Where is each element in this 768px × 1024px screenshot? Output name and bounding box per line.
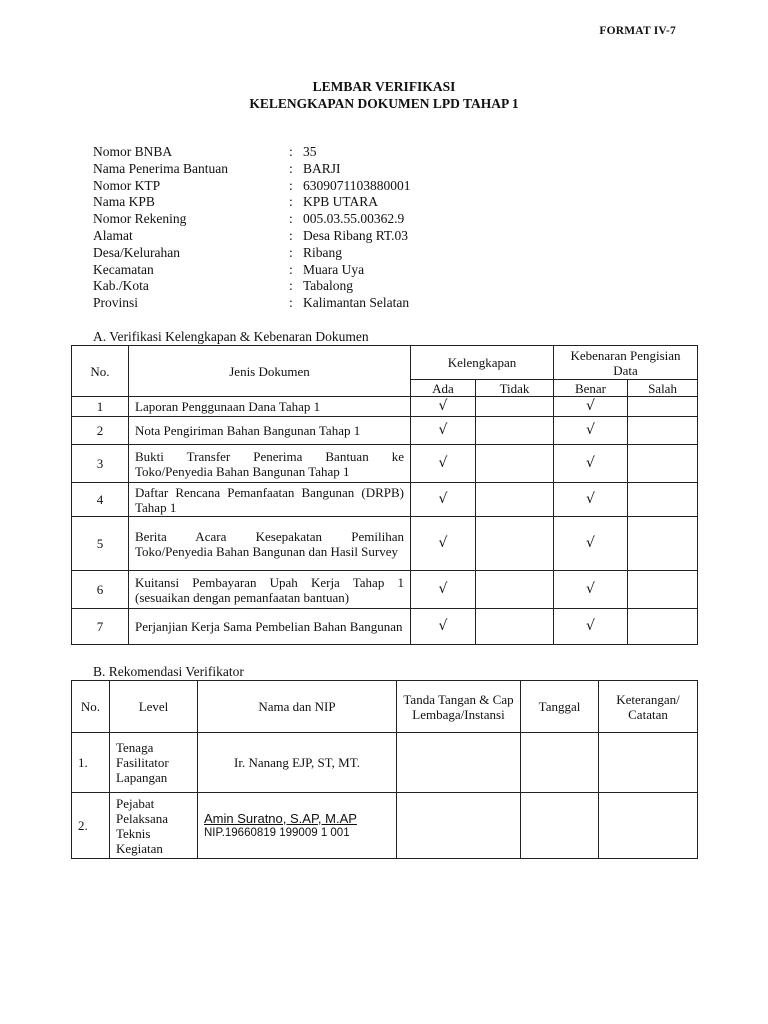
row-document: Perjanjian Kerja Sama Pembelian Bahan Bangunan [129,609,411,645]
check-tidak [476,417,554,445]
table-header-row [72,346,698,380]
verifier-name: Amin Suratno, S.AP, M.AP [204,810,357,826]
table-row [72,483,698,517]
check-ada: √ [411,483,476,517]
row-name: Ir. Nanang EJP, ST, MT. [198,733,397,793]
header-tanggal: Tanggal [521,681,599,733]
check-salah [628,417,698,445]
header-tidak: Tidak [476,380,554,397]
table-row [72,417,698,445]
table-row [72,571,698,609]
info-colon: : [289,160,293,176]
table-row [72,397,698,417]
format-code: FORMAT IV-7 [599,25,676,37]
info-colon: : [289,194,293,210]
info-row-nama-kpb [93,194,593,211]
check-tidak [476,483,554,517]
info-colon: : [289,144,293,159]
verifier-nip: NIP.19660819 199009 1 001 [204,826,350,839]
check-benar: √ [554,517,628,571]
row-date [521,793,599,859]
check-ada: √ [411,517,476,571]
row-document: Daftar Rencana Pemanfaatan Bangunan (DRPB) Tahap 1 [129,483,411,517]
info-row-nomor-ktp [93,178,593,195]
check-salah [628,609,698,645]
info-colon: : [289,227,293,243]
row-document: Berita Acara Kesepakatan Pemilihan Toko/Penyedia Bahan Bangunan dan Hasil Survey [129,517,411,571]
check-salah [628,517,698,571]
info-value: 35 [303,144,317,159]
row-note [599,793,698,859]
header-no: No. [72,681,110,733]
header-tanda-tangan: Tanda Tangan & Cap Lembaga/Instansi [397,681,521,733]
row-level: Pejabat Pelaksana Teknis Kegiatan [110,793,198,859]
check-ada: √ [411,397,476,417]
header-kelengkapan: Kelengkapan [411,346,554,380]
check-ada: √ [411,445,476,483]
info-label: Alamat [93,227,133,243]
check-benar: √ [554,417,628,445]
check-ada: √ [411,571,476,609]
check-tidak [476,517,554,571]
row-no: 3 [72,445,129,483]
row-level: Tenaga Fasilitator Lapangan [110,733,198,793]
verification-table [71,345,698,645]
info-value: BARJI [303,160,341,176]
check-tidak [476,609,554,645]
row-no: 6 [72,571,129,609]
info-colon: : [289,278,293,294]
header-nama-nip: Nama dan NIP [198,681,397,733]
info-row-nomor-bnba [93,144,593,161]
header-benar: Benar [554,380,628,397]
check-benar: √ [554,609,628,645]
check-benar: √ [554,483,628,517]
info-label: Nama Penerima Bantuan [93,160,228,176]
info-value: Desa Ribang RT.03 [303,227,409,243]
document-title [0,78,768,112]
header-no: No. [72,346,129,397]
info-value: Muara Uya [303,261,365,277]
info-colon: : [289,295,293,311]
row-no: 1 [72,397,129,417]
check-salah [628,571,698,609]
recommendation-table [71,680,698,859]
table-row [72,733,698,793]
row-date [521,733,599,793]
check-salah [628,445,698,483]
table-row [72,609,698,645]
row-document: Kuitansi Pembayaran Upah Kerja Tahap 1 (sesuaikan dengan pemanfaatan bantuan) [129,571,411,609]
section-b-title: B. Rekomendasi Verifikator [93,664,244,679]
header-jenis-dokumen: Jenis Dokumen [129,346,411,397]
row-signature [397,793,521,859]
info-value: Kalimantan Selatan [303,295,410,311]
table-row [72,517,698,571]
check-tidak [476,445,554,483]
info-colon: : [289,211,293,227]
header-salah: Salah [628,380,698,397]
info-value: Ribang [303,244,342,260]
info-row-kecamatan [93,262,593,279]
info-colon: : [289,177,293,193]
check-salah [628,483,698,517]
header-ada: Ada [411,380,476,397]
row-no: 2 [72,417,129,445]
row-document: Laporan Penggunaan Dana Tahap 1 [129,397,411,417]
info-label: Provinsi [93,295,139,311]
check-tidak [476,397,554,417]
header-kebenaran: Kebenaran Pengisian Data [554,346,698,380]
section-a-title: A. Verifikasi Kelengkapan & Kebenaran Dokumen [93,329,369,344]
info-value: KPB UTARA [303,194,379,210]
info-colon: : [289,244,293,260]
row-note [599,733,698,793]
info-row-provinsi [93,295,593,312]
info-row-kab-kota [93,278,593,295]
header-keterangan: Keterangan/ Catatan [599,681,698,733]
info-label: Kab./Kota [93,278,149,294]
info-row-nomor-rekening [93,211,593,228]
table-header-row [72,681,698,733]
check-ada: √ [411,609,476,645]
info-label: Kecamatan [93,261,154,277]
row-name-nip [198,793,397,859]
check-benar: √ [554,397,628,417]
row-signature [397,733,521,793]
row-no: 4 [72,483,129,517]
header-level: Level [110,681,198,733]
info-label: Nomor Rekening [93,211,187,227]
check-benar: √ [554,445,628,483]
info-label: Nama KPB [93,194,155,210]
row-no: 1. [72,733,110,793]
table-row [72,793,698,859]
info-label: Nomor BNBA [93,144,173,159]
table-row [72,445,698,483]
info-row-desa [93,245,593,262]
check-tidak [476,571,554,609]
check-benar: √ [554,571,628,609]
title-line-2: KELENGKAPAN DOKUMEN LPD TAHAP 1 [249,96,519,111]
title-line-1: LEMBAR VERIFIKASI [312,79,456,94]
info-label: Nomor KTP [93,177,161,193]
info-row-nama-penerima [93,161,593,178]
row-document: Nota Pengiriman Bahan Bangunan Tahap 1 [129,417,411,445]
row-document: Bukti Transfer Penerima Bantuan ke Toko/Penyedia Bahan Bangunan Tahap 1 [129,445,411,483]
recipient-info [93,144,593,312]
check-ada: √ [411,417,476,445]
check-salah [628,397,698,417]
row-no: 7 [72,609,129,645]
info-value: 6309071103880001 [303,177,411,193]
row-no: 5 [72,517,129,571]
info-row-alamat [93,228,593,245]
info-label: Desa/Kelurahan [93,244,180,260]
row-no: 2. [72,793,110,859]
info-colon: : [289,261,293,277]
info-value: Tabalong [303,278,354,294]
info-value: 005.03.55.00362.9 [303,211,405,227]
